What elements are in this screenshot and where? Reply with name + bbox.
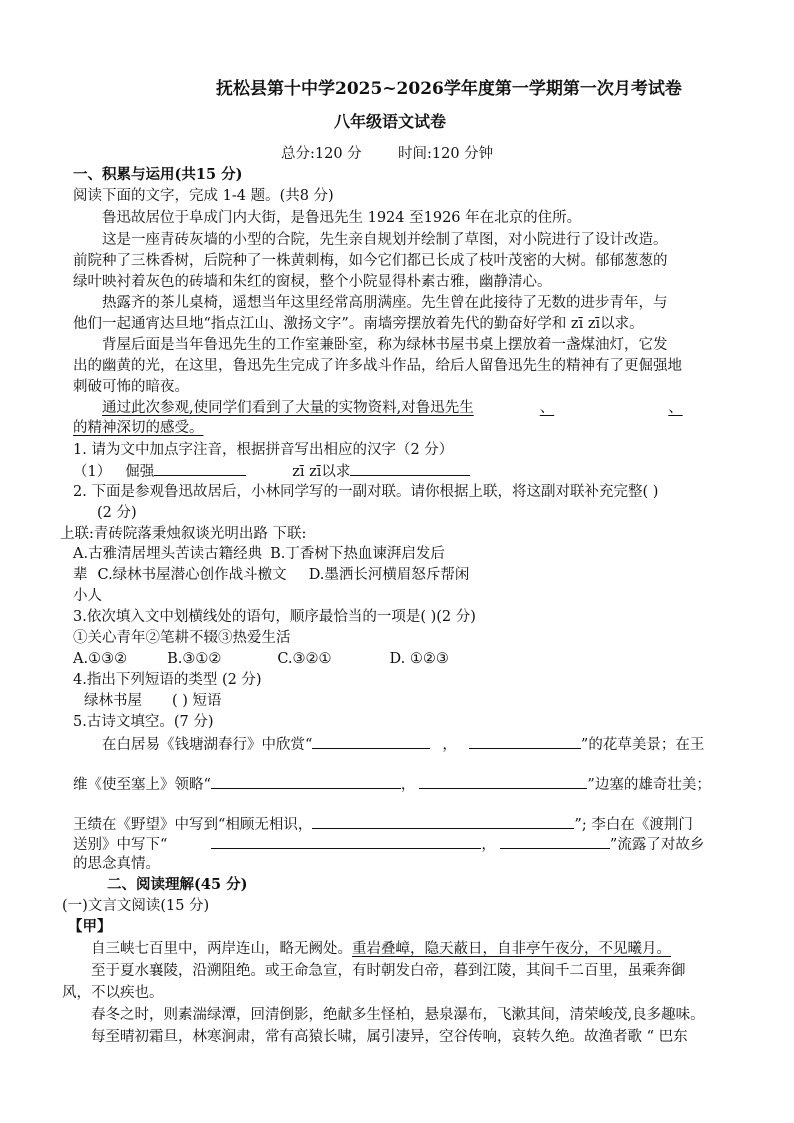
question-4: 4.指出下列短语的类型 (2 分) (73, 672, 262, 688)
passage-line: 绿叶映衬着灰色的砖墙和朱红的窗棂，整个小院显得朴素古雅，幽静清心。 (73, 274, 552, 290)
poem-fill-line (73, 814, 693, 835)
option-d[interactable]: D. ①②③ (389, 651, 449, 667)
classical-text-underlined: 重岩叠嶂，隐天蔽日，自非亭午夜分，不见曦月。 (352, 941, 671, 957)
exam-title: 抚松县第十中学2025~2026学年度第一学期第一次月考试卷 (216, 79, 682, 99)
question-2: 2. 下面是参观鲁迅故居后，小林同学写的一副对联。请你根据上联，将这副对联补充完整( ) (73, 484, 659, 500)
poem-text: 在白居易《钱塘湖春行》中欣赏“ (102, 737, 313, 753)
answer-blank[interactable] (500, 834, 610, 849)
passage-text: 通过此次参观,使同学们看到了大量的实物资料,对鲁迅先生 (102, 400, 474, 416)
poem-text: ， (400, 777, 416, 793)
passage-line: 热露齐的茶儿桌椅，遥想当年这里经常高朋满座。先生曾在此接待了无数的进步青年，与 (102, 295, 668, 311)
question-5: 5.古诗文填空。(7 分) (73, 714, 214, 730)
answer-blank[interactable] (211, 834, 481, 849)
question-4-item (84, 691, 222, 711)
option-c[interactable]: C.绿林书屋潜心创作战斗檄文 (97, 567, 287, 583)
poem-fill-line (73, 834, 704, 855)
phrase: 绿林书屋 (84, 693, 142, 709)
question-1: 1. 请为文中加点字注音，根据拼音写出相应的汉字（2 分） (73, 442, 454, 458)
couplet-upper: 上联:青砖院落秉烛叙谈光明出路 下联: (60, 526, 307, 542)
poem-fill-line: 的思念真情。 (73, 856, 160, 872)
option-b-continued: 辈 (73, 567, 88, 583)
poem-fill-line (102, 734, 704, 755)
section2-subheading: (一)文言文阅读(15 分) (62, 898, 210, 914)
passage-underlined-line (102, 398, 703, 418)
dotted-word: 倔强 (125, 464, 155, 480)
option-d[interactable]: D.墨洒长河横眉怒斥帮闲 (308, 567, 470, 583)
option-b[interactable]: B.③①② (167, 651, 222, 667)
text-label-jia: 【甲】 (68, 918, 112, 935)
answer-blank[interactable] (419, 774, 587, 789)
poem-fill-line (73, 774, 711, 795)
classical-text-line: 每至晴初霜旦，林寒涧肃，常有高猿长啸，属引凄异，空谷传响，哀转久绝。故渔者歌 “ 巴东 (91, 1029, 688, 1045)
classical-text-line: 风，不以疾也。 (62, 985, 164, 1001)
section1-heading: 一、积累与运用(共15 分) (73, 166, 243, 183)
answer-blank[interactable] (211, 774, 401, 789)
passage-text: 、 (668, 400, 683, 416)
exam-time: 时间:120 分钟 (398, 146, 494, 162)
passage-line: 鲁迅故居位于阜成门内大街，是鲁迅先生 1924 至1926 年在北京的住所。 (102, 210, 582, 226)
section1-intro: 阅读下面的文字，完成 1-4 题。(共8 分) (73, 188, 334, 204)
poem-text: ”流露了对故乡 (609, 837, 705, 853)
passage-line: 出的幽黄的光，在这里，鲁迅先生完成了许多战斗作品，给后人留鲁迅先生的精神有了更倔强地 (73, 358, 682, 374)
poem-text: ， (481, 837, 496, 853)
poem-text: 王绩在《野望》中写到“相顾无相识， (73, 817, 313, 833)
option-d-continued: 小人 (73, 588, 102, 604)
passage-line: 他们一起通宵达旦地“指点江山、激扬文字”。南墙旁摆放着先代的勤奋好学和 zī zī以求。 (73, 316, 644, 332)
poem-text: ”的花草美景；在王 (580, 737, 705, 753)
exam-subtitle: 八年级语文试卷 (334, 112, 447, 131)
passage-text: 、 (539, 400, 555, 416)
option-c[interactable]: C.③②① (277, 651, 332, 667)
total-score: 总分:120 分 (281, 146, 362, 162)
option-b[interactable]: B.丁香树下热血谏湃启发后 (270, 546, 445, 562)
question-2-score: (2 分) (97, 505, 137, 521)
classical-text: 自三峡七百里中，两岸连山，略无阙处。 (91, 941, 352, 957)
answer-paren[interactable]: ( ) 短语 (172, 693, 222, 709)
answer-blank[interactable] (312, 734, 430, 749)
poem-text: 送别》中写下“ (73, 837, 168, 853)
poem-text: ”; 李白在《渡荆门 (574, 817, 693, 833)
poem-text: 维《使至塞上》领略“ (73, 777, 211, 793)
poem-text: ”边塞的雄奇壮美； (587, 777, 711, 793)
option-a[interactable]: A.古雅清居埋头苦读古籍经典 (73, 546, 263, 562)
option-a[interactable]: A.①③② (73, 651, 128, 667)
classical-text-line (91, 939, 671, 959)
answer-blank[interactable] (469, 734, 581, 749)
option-row (73, 544, 445, 564)
passage-underlined-line: 的精神深切的感受。 (73, 420, 204, 436)
passage-line: 刺破可怖的暗夜。 (73, 379, 189, 395)
answer-blank[interactable] (312, 814, 574, 829)
classical-text-line: 春冬之时，则素湍绿潭，回清倒影，绝献多生怪柏，悬泉瀑布，飞漱其间，清荣峻茂,良多趣味。 (91, 1007, 705, 1023)
poem-text: ， (442, 737, 457, 753)
passage-line: 前院种了三株香树，后院种了一株黄刺梅，如今它们都已长成了枝叶茂密的大树。郁郁葱葱的 (73, 253, 668, 269)
option-row (73, 649, 449, 669)
answer-blank[interactable] (350, 461, 470, 476)
answer-blank[interactable] (154, 461, 246, 476)
passage-line: 这是一座青砖灰墙的小型的合院，先生亲自规划并绘制了草图，对小院进行了设计改造。 (102, 232, 668, 248)
question-3: 3.依次填入文中划横线处的语句，顺序最恰当的一项是( )(2 分) (73, 609, 476, 625)
option-row (73, 565, 469, 585)
question-3-items: ①关心青年②笔耕不辍③热爱生活 (73, 630, 291, 646)
question-1-items (73, 461, 470, 482)
pinyin-word: zī zī以求 (292, 464, 351, 480)
passage-line: 背屋后面是当年鲁迅先生的工作室兼卧室，称为绿林书屋书桌上摆放着一盏煤油灯，它发 (102, 337, 668, 353)
item-number: （1） (73, 464, 112, 480)
section2-heading: 二、阅读理解(45 分) (107, 876, 248, 893)
classical-text-line: 至于夏水襄陵，沿溯阻绝。或王命急宣，有时朝发白帝，暮到江陵，其间千二百里，虽乘奔御 (91, 963, 686, 979)
